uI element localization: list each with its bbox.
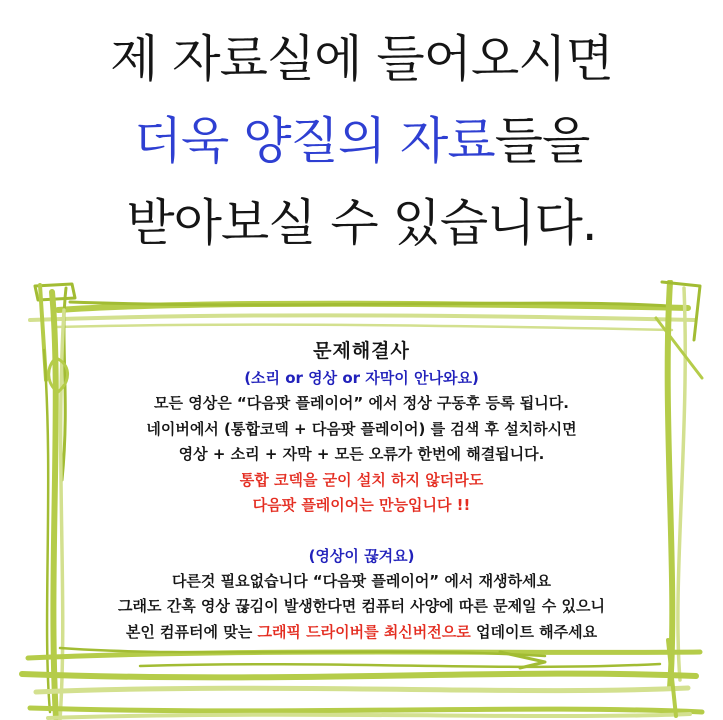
section2-line-2: 그래도 간혹 영상 끊김이 발생한다면 컴퓨터 사양에 따른 문제일 수 있으니 (118, 597, 605, 615)
header-line-2-highlight: 더욱 양질의 자료 (133, 112, 495, 170)
section2-line-1: 다른것 필요없습니다 “다음팟 플레이어” 에서 재생하세요 (171, 571, 552, 590)
section1-highlight-line-1: 통합 코덱을 굳이 설치 하지 않더라도 (239, 470, 484, 489)
section1-line-1: 모든 영상은 “다음팟 플레이어” 에서 정상 구동후 등록 됩니다. (154, 394, 569, 412)
final-line-prefix: 본인 컴퓨터에 맞는 (125, 622, 258, 641)
section-gap (50, 519, 673, 543)
section2-final-line (50, 620, 673, 646)
header-line-2 (0, 100, 723, 182)
section1-line-2: 네이버에서 (통합코덱 + 다음팟 플레이어) 를 검색 후 설치하시면 (146, 419, 577, 438)
notice-box (50, 337, 673, 645)
section2-subtitle: (영상이 끊겨요) (308, 546, 415, 565)
final-line-highlight: 그래픽 드라이버를 최신버전으로 (257, 622, 471, 641)
notice-title: 문제해결사 (313, 340, 410, 362)
section1-subtitle: (소리 or 영상 or 자막이 안나와요) (244, 369, 479, 387)
header-line-2-tail: 들을 (494, 112, 590, 170)
final-line-suffix: 업데이트 해주세요 (470, 622, 598, 641)
header-text (0, 18, 723, 264)
section1-highlight-line-2: 다음팟 플레이어는 만능입니다 !! (252, 496, 471, 514)
header-line-1: 제 자료실에 들어오시면 (110, 30, 613, 88)
header-line-3: 받아보실 수 있습니다. (126, 194, 597, 252)
section1-line-3: 영상 + 소리 + 자막 + 모든 오류가 한번에 해결됩니다. (178, 445, 545, 463)
